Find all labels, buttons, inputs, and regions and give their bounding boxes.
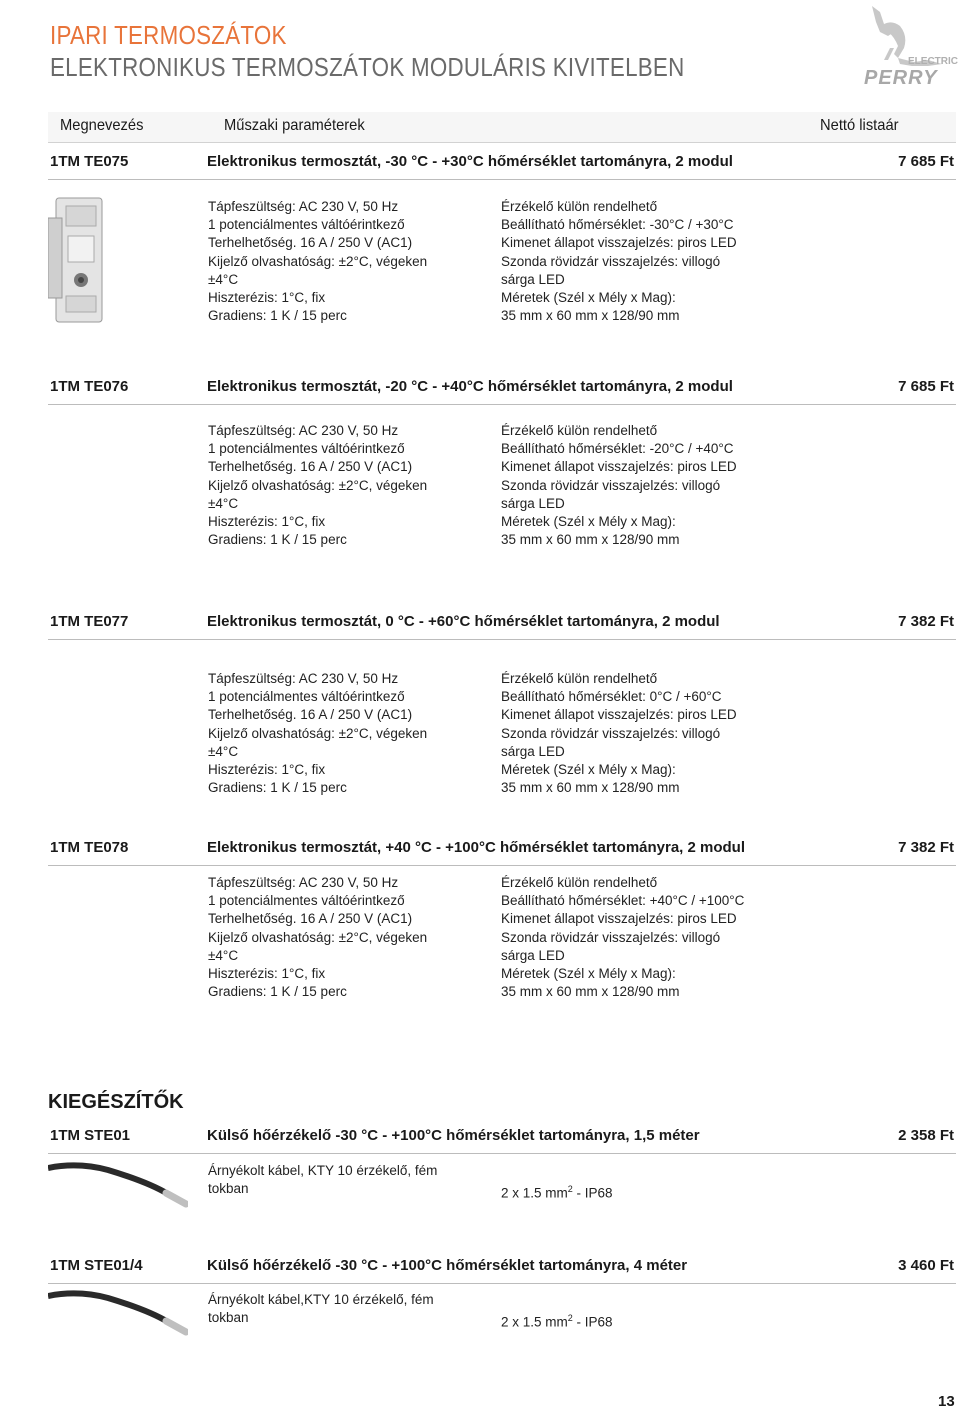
spec-line: sárga LED	[501, 947, 565, 963]
spec-line: Beállítható hőmérséklet: -20°C / +40°C	[501, 441, 734, 457]
page-number: 13	[938, 1393, 955, 1410]
logo-tagline: ELECTRIC	[908, 56, 958, 67]
column-price: Nettó listaár	[820, 117, 899, 134]
spec-line: Kimenet állapot visszajelzés: piros LED	[501, 911, 737, 927]
spec-sup: 2	[567, 1313, 573, 1323]
spec-line: Érzékelő külön rendelhető	[501, 199, 658, 214]
product-specs-right	[501, 198, 737, 325]
spec-line: Gradiens: 1 K / 15 perc	[208, 532, 347, 548]
product-specs-left	[208, 422, 427, 549]
spec-line: 35 mm x 60 mm x 128/90 mm	[501, 984, 680, 1000]
product-row	[48, 613, 956, 640]
sensor-cable-image	[48, 1160, 188, 1210]
spec-ip: - IP68	[572, 1185, 613, 1201]
spec-line: Árnyékolt kábel,KTY 10 érzékelő, fém	[208, 1292, 434, 1307]
product-row	[48, 153, 956, 180]
spec-ip: - IP68	[572, 1314, 613, 1330]
accessory-specs-left	[208, 1162, 437, 1198]
spec-line: Beállítható hőmérséklet: +40°C / +100°C	[501, 893, 745, 909]
spec-line: 35 mm x 60 mm x 128/90 mm	[501, 532, 680, 548]
logo-brand: PERRY	[864, 67, 938, 89]
spec-line: Tápfeszültség: AC 230 V, 50 Hz	[208, 875, 399, 890]
spec-line: Tápfeszültség: AC 230 V, 50 Hz	[208, 671, 399, 686]
spec-line: Terhelhetőség. 16 A / 250 V (AC1)	[208, 235, 413, 251]
product-specs-left	[208, 198, 427, 325]
product-specs-right	[501, 874, 744, 1001]
spec-line: Terhelhetőség. 16 A / 250 V (AC1)	[208, 707, 413, 723]
accessory-row	[48, 1127, 956, 1154]
product-price: 7 382 Ft	[898, 839, 954, 856]
product-description: Külső hőérzékelő -30 °C - +100°C hőmérséklet tartományra, 4 méter	[207, 1257, 688, 1274]
spec-line: Hiszterézis: 1°C, fix	[208, 762, 326, 778]
spec-line: 1 potenciálmentes váltóérintkező	[208, 893, 405, 909]
section-title: KIEGÉSZÍTŐK	[48, 1091, 184, 1113]
spec-line: tokban	[208, 1181, 249, 1197]
product-code: 1TM STE01	[50, 1127, 131, 1144]
product-code: 1TM TE077	[50, 613, 129, 630]
accessory-specs-left	[208, 1291, 434, 1327]
product-row	[48, 839, 956, 866]
product-specs-left	[208, 874, 427, 1001]
product-price: 7 382 Ft	[898, 613, 954, 630]
product-code: 1TM TE075	[50, 153, 129, 170]
spec-line: ±4°C	[208, 495, 239, 511]
spec-line: Kijelző olvashatóság: ±2°C, végeken	[208, 929, 428, 945]
spec-line: 35 mm x 60 mm x 128/90 mm	[501, 308, 680, 324]
spec-line: Szonda rövidzár visszajelzés: villogó	[501, 477, 721, 493]
accessory-specs-right	[501, 1180, 613, 1203]
spec-line: Méretek (Szél x Mély x Mag):	[501, 290, 676, 306]
spec-line: Méretek (Szél x Mély x Mag):	[501, 966, 676, 982]
page-subtitle: ELEKTRONIKUS TERMOSZÁTOK MODULÁRIS KIVITELBEN	[50, 52, 685, 82]
spec-line: 1 potenciálmentes váltóérintkező	[208, 217, 405, 233]
product-description: Elektronikus termosztát, +40 °C - +100°C hőmérséklet tartományra, 2 modul	[207, 839, 746, 856]
spec-line: Beállítható hőmérséklet: -30°C / +30°C	[501, 217, 734, 233]
column-params: Műszaki paraméterek	[224, 117, 365, 134]
product-code: 1TM STE01/4	[50, 1257, 143, 1274]
spec-line: Kimenet állapot visszajelzés: piros LED	[501, 459, 737, 475]
spec-line: 1 potenciálmentes váltóérintkező	[208, 441, 405, 457]
spec-line: Gradiens: 1 K / 15 perc	[208, 308, 347, 324]
spec-line: Kimenet állapot visszajelzés: piros LED	[501, 235, 737, 251]
product-row	[48, 378, 956, 405]
spec-line: 1 potenciálmentes váltóérintkező	[208, 689, 405, 705]
spec-line: Érzékelő külön rendelhető	[501, 423, 658, 438]
spec-line: tokban	[208, 1310, 249, 1326]
sensor-cable-image	[48, 1288, 188, 1338]
spec-line: Érzékelő külön rendelhető	[501, 875, 658, 890]
product-description: Elektronikus termosztát, 0 °C - +60°C hőmérséklet tartományra, 2 modul	[207, 613, 720, 630]
spec-line: Érzékelő külön rendelhető	[501, 671, 658, 686]
spec-line: Kijelző olvashatóság: ±2°C, végeken	[208, 725, 428, 741]
product-specs-right	[501, 670, 737, 797]
product-price: 7 685 Ft	[898, 378, 954, 395]
spec-line: sárga LED	[501, 271, 565, 287]
spec-line: Beállítható hőmérséklet: 0°C / +60°C	[501, 689, 722, 705]
spec-line: Szonda rövidzár visszajelzés: villogó	[501, 929, 721, 945]
product-description: Elektronikus termosztát, -20 °C - +40°C hőmérséklet tartományra, 2 modul	[207, 378, 733, 395]
spec-line: sárga LED	[501, 495, 565, 511]
column-name: Megnevezés	[60, 117, 144, 134]
spec-line: ±4°C	[208, 947, 239, 963]
product-price: 3 460 Ft	[898, 1257, 954, 1274]
spec-cable: 2 x 1.5 mm	[501, 1314, 568, 1330]
spec-line: ±4°C	[208, 743, 239, 759]
spec-line: ±4°C	[208, 271, 239, 287]
spec-line: Szonda rövidzár visszajelzés: villogó	[501, 725, 721, 741]
spec-line: Méretek (Szél x Mély x Mag):	[501, 514, 676, 530]
page-title: IPARI TERMOSZÁTOK	[50, 20, 287, 50]
spec-line: Méretek (Szél x Mély x Mag):	[501, 762, 676, 778]
spec-line: Gradiens: 1 K / 15 perc	[208, 780, 347, 796]
product-code: 1TM TE078	[50, 839, 129, 856]
spec-line: Szonda rövidzár visszajelzés: villogó	[501, 253, 721, 269]
spec-line: Tápfeszültség: AC 230 V, 50 Hz	[208, 423, 399, 438]
product-description: Elektronikus termosztát, -30 °C - +30°C hőmérséklet tartományra, 2 modul	[207, 153, 733, 170]
spec-line: Tápfeszültség: AC 230 V, 50 Hz	[208, 199, 399, 214]
spec-line: sárga LED	[501, 743, 565, 759]
product-code: 1TM TE076	[50, 378, 129, 395]
spec-line: Hiszterézis: 1°C, fix	[208, 290, 326, 306]
spec-line: 35 mm x 60 mm x 128/90 mm	[501, 780, 680, 796]
spec-line: Kimenet állapot visszajelzés: piros LED	[501, 707, 737, 723]
thermostat-module-image	[48, 196, 106, 324]
spec-line: Hiszterézis: 1°C, fix	[208, 966, 326, 982]
spec-line: Terhelhetőség. 16 A / 250 V (AC1)	[208, 459, 413, 475]
spec-line: Gradiens: 1 K / 15 perc	[208, 984, 347, 1000]
product-description: Külső hőérzékelő -30 °C - +100°C hőmérséklet tartományra, 1,5 méter	[207, 1127, 700, 1144]
accessory-specs-right	[501, 1309, 613, 1332]
spec-line: Árnyékolt kábel, KTY 10 érzékelő, fém	[208, 1163, 438, 1178]
spec-line: Kijelző olvashatóság: ±2°C, végeken	[208, 253, 428, 269]
spec-cable: 2 x 1.5 mm	[501, 1185, 568, 1201]
accessory-row	[48, 1257, 956, 1284]
spec-line: Hiszterézis: 1°C, fix	[208, 514, 326, 530]
spec-line: Terhelhetőség. 16 A / 250 V (AC1)	[208, 911, 413, 927]
product-specs-left	[208, 670, 427, 797]
perry-logo	[858, 2, 958, 90]
product-specs-right	[501, 422, 737, 549]
product-price: 2 358 Ft	[898, 1127, 954, 1144]
product-price: 7 685 Ft	[898, 153, 954, 170]
spec-sup: 2	[567, 1184, 573, 1194]
spec-line: Kijelző olvashatóság: ±2°C, végeken	[208, 477, 428, 493]
